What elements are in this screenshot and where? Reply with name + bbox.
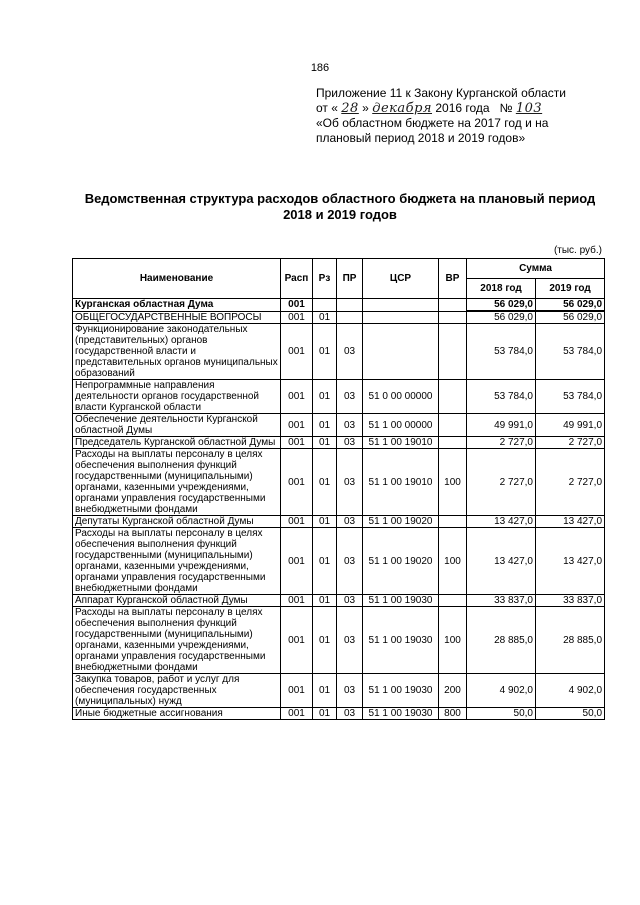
appendix-year: 2016 года: [435, 101, 490, 115]
cell-y2018: 33 837,0: [467, 595, 536, 607]
cell-y2019: 13 427,0: [536, 516, 605, 528]
cell-rasp: 001: [281, 595, 313, 607]
document-title: [60, 191, 620, 223]
cell-rz: 01: [313, 595, 337, 607]
appendix-line2: [316, 101, 616, 116]
cell-csr: 51 1 00 19020: [363, 528, 439, 595]
cell-rasp: 001: [281, 674, 313, 708]
cell-csr: [363, 311, 439, 324]
cell-y2018: 56 029,0: [467, 311, 536, 324]
cell-name: Иные бюджетные ассигнования: [73, 708, 281, 720]
cell-y2018: 56 029,0: [467, 299, 536, 312]
cell-vr: 800: [439, 708, 467, 720]
cell-pr: [337, 311, 363, 324]
cell-vr: [439, 324, 467, 380]
table-body: [73, 299, 605, 720]
cell-y2018: 49 991,0: [467, 414, 536, 437]
page-number: 186: [310, 62, 330, 74]
cell-y2019: 4 902,0: [536, 674, 605, 708]
units-label: (тыс. руб.): [553, 245, 602, 256]
cell-y2018: 53 784,0: [467, 380, 536, 414]
cell-name: Аппарат Курганской областной Думы: [73, 595, 281, 607]
cell-name: Функционирование законодательных (представительных) органов государственной власти и представительных органов муниципальных образований: [73, 324, 281, 380]
cell-y2018: 2 727,0: [467, 449, 536, 516]
cell-rz: 01: [313, 516, 337, 528]
cell-vr: 200: [439, 674, 467, 708]
cell-rasp: 001: [281, 324, 313, 380]
header-2019: 2019 год: [536, 279, 605, 299]
header-name: Наименование: [73, 259, 281, 299]
cell-vr: 100: [439, 607, 467, 674]
table-row: [73, 607, 605, 674]
cell-vr: 100: [439, 449, 467, 516]
header-vr: ВР: [439, 259, 467, 299]
cell-vr: [439, 595, 467, 607]
cell-csr: 51 1 00 19030: [363, 674, 439, 708]
cell-y2019: 50,0: [536, 708, 605, 720]
cell-csr: 51 1 00 19030: [363, 595, 439, 607]
cell-rz: [313, 299, 337, 312]
cell-pr: 03: [337, 516, 363, 528]
cell-vr: [439, 516, 467, 528]
cell-y2018: 4 902,0: [467, 674, 536, 708]
cell-rasp: 001: [281, 708, 313, 720]
cell-csr: 51 0 00 00000: [363, 380, 439, 414]
table-row: [73, 595, 605, 607]
header-2018: 2018 год: [467, 279, 536, 299]
cell-rz: 01: [313, 414, 337, 437]
budget-table: [72, 258, 605, 720]
cell-name: Председатель Курганской областной Думы: [73, 437, 281, 449]
cell-csr: 51 1 00 19030: [363, 708, 439, 720]
cell-rz: 01: [313, 674, 337, 708]
title-line1: Ведомственная структура расходов областного бюджета на плановый период: [84, 191, 596, 206]
table-row: [73, 380, 605, 414]
header-csr: ЦСР: [363, 259, 439, 299]
cell-csr: [363, 324, 439, 380]
cell-pr: 03: [337, 414, 363, 437]
cell-name: Расходы на выплаты персоналу в целях обеспечения выполнения функций государственными (муниципальными) органами, казенными учреждениями, органами управления государственными внебюджетными фондами: [73, 449, 281, 516]
handwritten-number: 103: [515, 101, 543, 116]
cell-csr: [363, 299, 439, 312]
cell-vr: [439, 437, 467, 449]
cell-vr: [439, 380, 467, 414]
cell-vr: 100: [439, 528, 467, 595]
handwritten-month: декабря: [372, 101, 433, 116]
cell-rz: 01: [313, 607, 337, 674]
table-row: [73, 528, 605, 595]
cell-csr: 51 1 00 19010: [363, 437, 439, 449]
cell-rz: 01: [313, 437, 337, 449]
handwritten-day: 28: [341, 101, 359, 116]
cell-y2019: 2 727,0: [536, 437, 605, 449]
cell-y2018: 28 885,0: [467, 607, 536, 674]
header-sum: Сумма: [467, 259, 605, 279]
cell-y2018: 2 727,0: [467, 437, 536, 449]
appendix-block: [316, 86, 616, 146]
table-row: [73, 311, 605, 324]
cell-y2019: 53 784,0: [536, 380, 605, 414]
cell-vr: [439, 299, 467, 312]
cell-rasp: 001: [281, 528, 313, 595]
table-row: [73, 414, 605, 437]
header-rz: Рз: [313, 259, 337, 299]
cell-pr: 03: [337, 708, 363, 720]
cell-y2019: 53 784,0: [536, 324, 605, 380]
cell-pr: 03: [337, 528, 363, 595]
cell-rasp: 001: [281, 437, 313, 449]
cell-y2019: 2 727,0: [536, 449, 605, 516]
cell-name: Закупка товаров, работ и услуг для обеспечения государственных (муниципальных) нужд: [73, 674, 281, 708]
appendix-line3: «Об областном бюджете на 2017 год и на: [316, 116, 549, 130]
cell-y2019: 13 427,0: [536, 528, 605, 595]
cell-pr: 03: [337, 437, 363, 449]
cell-name: ОБЩЕГОСУДАРСТВЕННЫЕ ВОПРОСЫ: [73, 311, 281, 324]
cell-rz: 01: [313, 311, 337, 324]
table-row: [73, 674, 605, 708]
cell-csr: 51 1 00 19030: [363, 607, 439, 674]
header-pr: ПР: [337, 259, 363, 299]
cell-name: Непрограммные направления деятельности органов государственной власти Курганской области: [73, 380, 281, 414]
table-row: [73, 516, 605, 528]
quote-close: »: [362, 101, 369, 115]
cell-y2018: 53 784,0: [467, 324, 536, 380]
cell-rz: 01: [313, 449, 337, 516]
cell-rasp: 001: [281, 607, 313, 674]
cell-rz: 01: [313, 324, 337, 380]
cell-y2018: 13 427,0: [467, 516, 536, 528]
quote-open: «: [331, 101, 338, 115]
cell-rasp: 001: [281, 449, 313, 516]
cell-pr: 03: [337, 380, 363, 414]
cell-pr: [337, 299, 363, 312]
table-row: [73, 299, 605, 312]
appendix-line1: Приложение 11 к Закону Курганской области: [316, 86, 566, 100]
cell-rz: 01: [313, 708, 337, 720]
cell-rasp: 001: [281, 299, 313, 312]
cell-y2019: 56 029,0: [536, 311, 605, 324]
cell-csr: 51 1 00 19010: [363, 449, 439, 516]
cell-csr: 51 1 00 19020: [363, 516, 439, 528]
cell-pr: 03: [337, 449, 363, 516]
cell-name: Курганская областная Дума: [73, 299, 281, 312]
cell-vr: [439, 414, 467, 437]
cell-y2019: 33 837,0: [536, 595, 605, 607]
appendix-from: от: [316, 101, 328, 115]
cell-y2018: 50,0: [467, 708, 536, 720]
cell-csr: 51 1 00 00000: [363, 414, 439, 437]
number-label: №: [499, 101, 513, 115]
cell-name: Депутаты Курганской областной Думы: [73, 516, 281, 528]
cell-rasp: 001: [281, 380, 313, 414]
cell-rz: 01: [313, 380, 337, 414]
cell-name: Расходы на выплаты персоналу в целях обеспечения выполнения функций государственными (муниципальными) органами, казенными учреждениями, органами управления государственными внебюджетными фондами: [73, 607, 281, 674]
table-row: [73, 324, 605, 380]
cell-y2018: 13 427,0: [467, 528, 536, 595]
cell-rasp: 001: [281, 414, 313, 437]
table-row: [73, 708, 605, 720]
cell-rz: 01: [313, 528, 337, 595]
cell-pr: 03: [337, 595, 363, 607]
cell-y2019: 28 885,0: [536, 607, 605, 674]
cell-name: Обеспечение деятельности Курганской областной Думы: [73, 414, 281, 437]
title-line2: 2018 и 2019 годов: [283, 207, 397, 222]
cell-rasp: 001: [281, 516, 313, 528]
header-rasp: Расп: [281, 259, 313, 299]
appendix-line4: плановый период 2018 и 2019 годов»: [316, 131, 526, 145]
cell-vr: [439, 311, 467, 324]
cell-name: Расходы на выплаты персоналу в целях обеспечения выполнения функций государственными (муниципальными) органами, казенными учреждениями, органами управления государственными внебюджетными фондами: [73, 528, 281, 595]
cell-y2019: 56 029,0: [536, 299, 605, 312]
cell-y2019: 49 991,0: [536, 414, 605, 437]
cell-pr: 03: [337, 607, 363, 674]
cell-pr: 03: [337, 324, 363, 380]
table-row: [73, 437, 605, 449]
cell-rasp: 001: [281, 311, 313, 324]
cell-pr: 03: [337, 674, 363, 708]
table-row: [73, 449, 605, 516]
